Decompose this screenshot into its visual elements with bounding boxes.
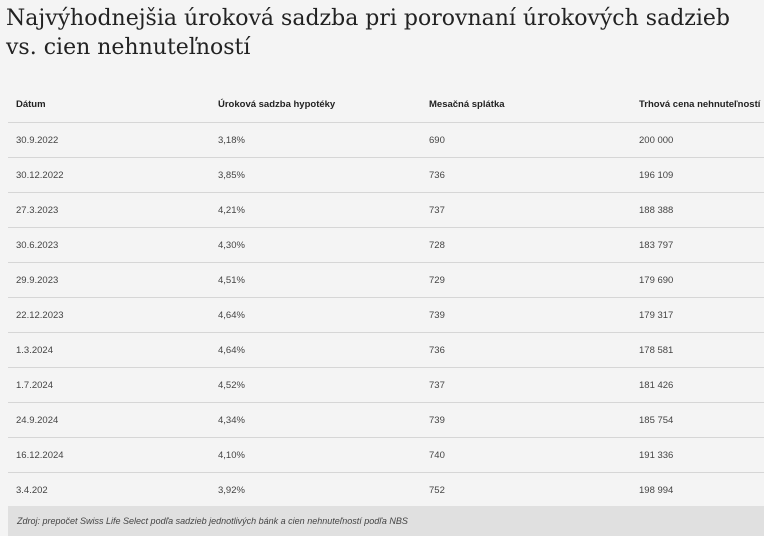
cell-market-price: 200 000 <box>631 123 764 158</box>
cell-monthly-payment: 740 <box>421 438 631 473</box>
cell-interest-rate: 3,18% <box>210 123 421 158</box>
cell-monthly-payment: 728 <box>421 228 631 263</box>
cell-interest-rate: 4,64% <box>210 298 421 333</box>
cell-market-price: 191 336 <box>631 438 764 473</box>
table-row <box>8 228 764 263</box>
cell-market-price: 179 317 <box>631 298 764 333</box>
header-monthly-payment: Mesačná splátka <box>421 86 631 123</box>
source-note: Zdroj: prepočet Swiss Life Select podľa sadzieb jednotlivých bánk a cien nehnuteľností podľa NBS <box>8 506 764 536</box>
cell-market-price: 196 109 <box>631 158 764 193</box>
table-row <box>8 368 764 403</box>
cell-date: 22.12.2023 <box>8 298 210 333</box>
header-interest-rate: Úroková sadzba hypotéky <box>210 86 421 123</box>
cell-monthly-payment: 736 <box>421 333 631 368</box>
cell-date: 30.6.2023 <box>8 228 210 263</box>
table-header-row <box>8 86 764 123</box>
table-row <box>8 158 764 193</box>
table-row <box>8 123 764 158</box>
cell-market-price: 178 581 <box>631 333 764 368</box>
cell-market-price: 188 388 <box>631 193 764 228</box>
cell-market-price: 198 994 <box>631 473 764 508</box>
table-row <box>8 263 764 298</box>
cell-monthly-payment: 737 <box>421 193 631 228</box>
cell-monthly-payment: 690 <box>421 123 631 158</box>
cell-interest-rate: 4,10% <box>210 438 421 473</box>
header-market-price: Trhová cena nehnuteľností <box>631 86 764 123</box>
table-row <box>8 333 764 368</box>
table-row <box>8 473 764 508</box>
cell-monthly-payment: 729 <box>421 263 631 298</box>
cell-date: 30.12.2022 <box>8 158 210 193</box>
cell-market-price: 179 690 <box>631 263 764 298</box>
table-row <box>8 403 764 438</box>
cell-date: 1.7.2024 <box>8 368 210 403</box>
cell-monthly-payment: 736 <box>421 158 631 193</box>
cell-monthly-payment: 739 <box>421 298 631 333</box>
cell-date: 3.4.202 <box>8 473 210 508</box>
cell-interest-rate: 4,52% <box>210 368 421 403</box>
table-row <box>8 438 764 473</box>
cell-interest-rate: 3,85% <box>210 158 421 193</box>
rates-table <box>8 86 764 508</box>
cell-monthly-payment: 752 <box>421 473 631 508</box>
table-row <box>8 298 764 333</box>
cell-monthly-payment: 739 <box>421 403 631 438</box>
table-row <box>8 193 764 228</box>
page-title: Najvýhodnejšia úroková sadzba pri porovnaní úrokových sadzieb vs. cien nehnuteľností <box>6 6 731 60</box>
cell-interest-rate: 4,30% <box>210 228 421 263</box>
cell-interest-rate: 4,21% <box>210 193 421 228</box>
cell-date: 24.9.2024 <box>8 403 210 438</box>
header-date: Dátum <box>8 86 210 123</box>
cell-interest-rate: 4,51% <box>210 263 421 298</box>
cell-interest-rate: 4,64% <box>210 333 421 368</box>
cell-market-price: 181 426 <box>631 368 764 403</box>
cell-market-price: 185 754 <box>631 403 764 438</box>
table-body <box>8 123 764 508</box>
cell-market-price: 183 797 <box>631 228 764 263</box>
cell-date: 1.3.2024 <box>8 333 210 368</box>
cell-interest-rate: 3,92% <box>210 473 421 508</box>
cell-interest-rate: 4,34% <box>210 403 421 438</box>
cell-date: 30.9.2022 <box>8 123 210 158</box>
cell-date: 29.9.2023 <box>8 263 210 298</box>
cell-date: 16.12.2024 <box>8 438 210 473</box>
cell-date: 27.3.2023 <box>8 193 210 228</box>
cell-monthly-payment: 737 <box>421 368 631 403</box>
